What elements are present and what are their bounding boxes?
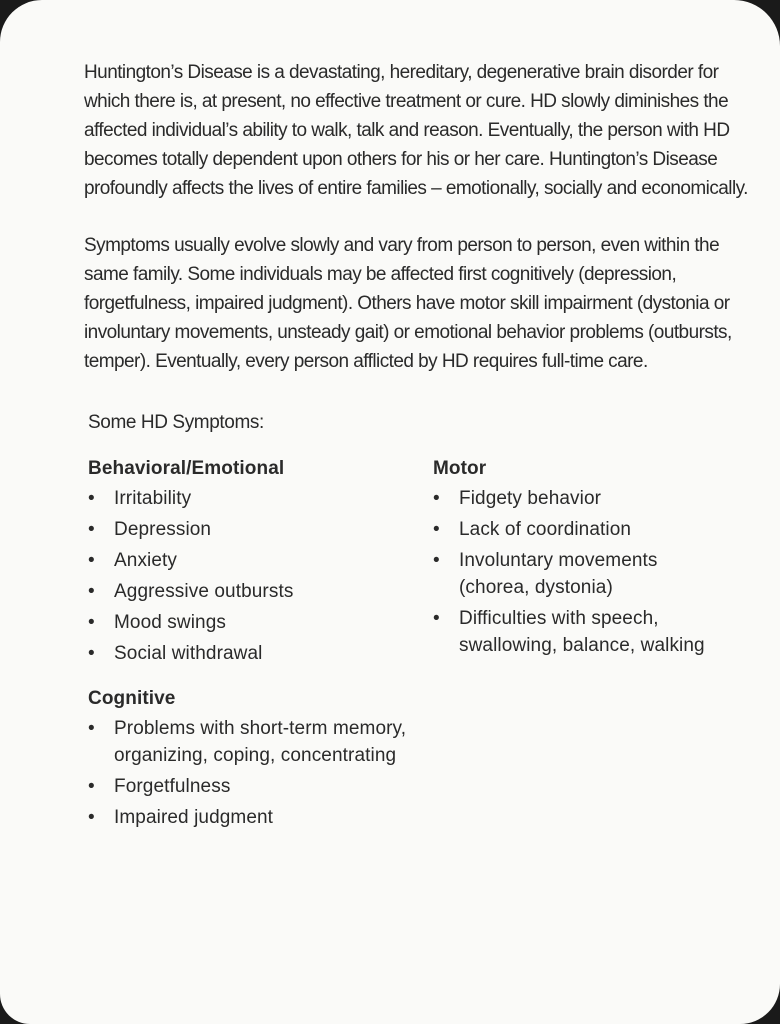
- list-item: [88, 715, 428, 769]
- behavioral-list: [88, 485, 408, 667]
- list-item-text: Aggressive outbursts: [114, 581, 294, 602]
- list-item-text: Forgetfulness: [114, 776, 231, 797]
- bullet-icon: •: [88, 776, 95, 797]
- symptoms-intro: Some HD Symptoms:: [88, 412, 264, 433]
- list-item: [88, 804, 428, 831]
- bullet-icon: •: [88, 550, 95, 571]
- list-item-text: Fidgety behavior: [459, 488, 602, 509]
- list-item: [88, 516, 408, 543]
- bullet-icon: •: [88, 519, 95, 540]
- list-item: [88, 547, 408, 574]
- bullet-icon: •: [433, 488, 440, 509]
- list-item-text: Depression: [114, 519, 212, 540]
- list-item: [88, 640, 408, 667]
- list-item: [88, 609, 408, 636]
- list-item-text: Involuntary movements (chorea, dystonia): [459, 550, 658, 598]
- list-item-text: Mood swings: [114, 612, 226, 633]
- behavioral-heading: Behavioral/Emotional: [88, 458, 285, 479]
- list-item: [433, 605, 733, 659]
- list-item-text: Lack of coordination: [459, 519, 632, 540]
- list-item: [433, 547, 733, 601]
- behavioral-section: [88, 455, 408, 671]
- cognitive-section: [88, 685, 428, 835]
- motor-section: [433, 455, 733, 663]
- symptoms-paragraph: Symptoms usually evolve slowly and vary from person to person, even within the same family. Some individuals may be affected first cognitively (depression, forgetfulness, impaired judgment). Others have motor skill impairment (dystonia or involuntary movements, unsteady gait) or emotional behavior problems (outbursts, temper). Eventually, every person afflicted by HD requires full-time care.: [84, 235, 732, 372]
- list-item: [88, 485, 408, 512]
- bullet-icon: •: [433, 519, 440, 540]
- card-content: [84, 58, 750, 895]
- bullet-icon: •: [88, 807, 95, 828]
- symptom-columns: [84, 455, 750, 895]
- motor-heading: Motor: [433, 458, 487, 479]
- list-item-text: Irritability: [114, 488, 192, 509]
- list-item-text: Difficulties with speech, swallowing, balance, walking: [459, 608, 705, 656]
- cognitive-list: [88, 715, 428, 831]
- bullet-icon: •: [88, 488, 95, 509]
- list-item: [433, 516, 733, 543]
- cognitive-heading: Cognitive: [88, 688, 176, 709]
- list-item: [88, 773, 428, 800]
- list-item-text: Social withdrawal: [114, 643, 263, 664]
- motor-list: [433, 485, 733, 659]
- bullet-icon: •: [433, 608, 440, 629]
- bullet-icon: •: [433, 550, 440, 571]
- list-item-text: Anxiety: [114, 550, 178, 571]
- list-item-text: Problems with short-term memory, organizing, coping, concentrating: [114, 718, 407, 766]
- bullet-icon: •: [88, 718, 95, 739]
- list-item: [88, 578, 408, 605]
- bullet-icon: •: [88, 612, 95, 633]
- list-item: [433, 485, 733, 512]
- intro-paragraph: Huntington’s Disease is a devastating, hereditary, degenerative brain disorder for which there is, at present, no effective treatment or cure. HD slowly diminishes the affected individual’s ability to walk, talk and reason. Eventually, the person with HD becomes totally dependent upon others for his or her care. Huntington’s Disease profoundly affects the lives of entire families – emotionally, socially and economically.: [84, 62, 748, 199]
- bullet-icon: •: [88, 581, 95, 602]
- bullet-icon: •: [88, 643, 95, 664]
- list-item-text: Impaired judgment: [114, 807, 274, 828]
